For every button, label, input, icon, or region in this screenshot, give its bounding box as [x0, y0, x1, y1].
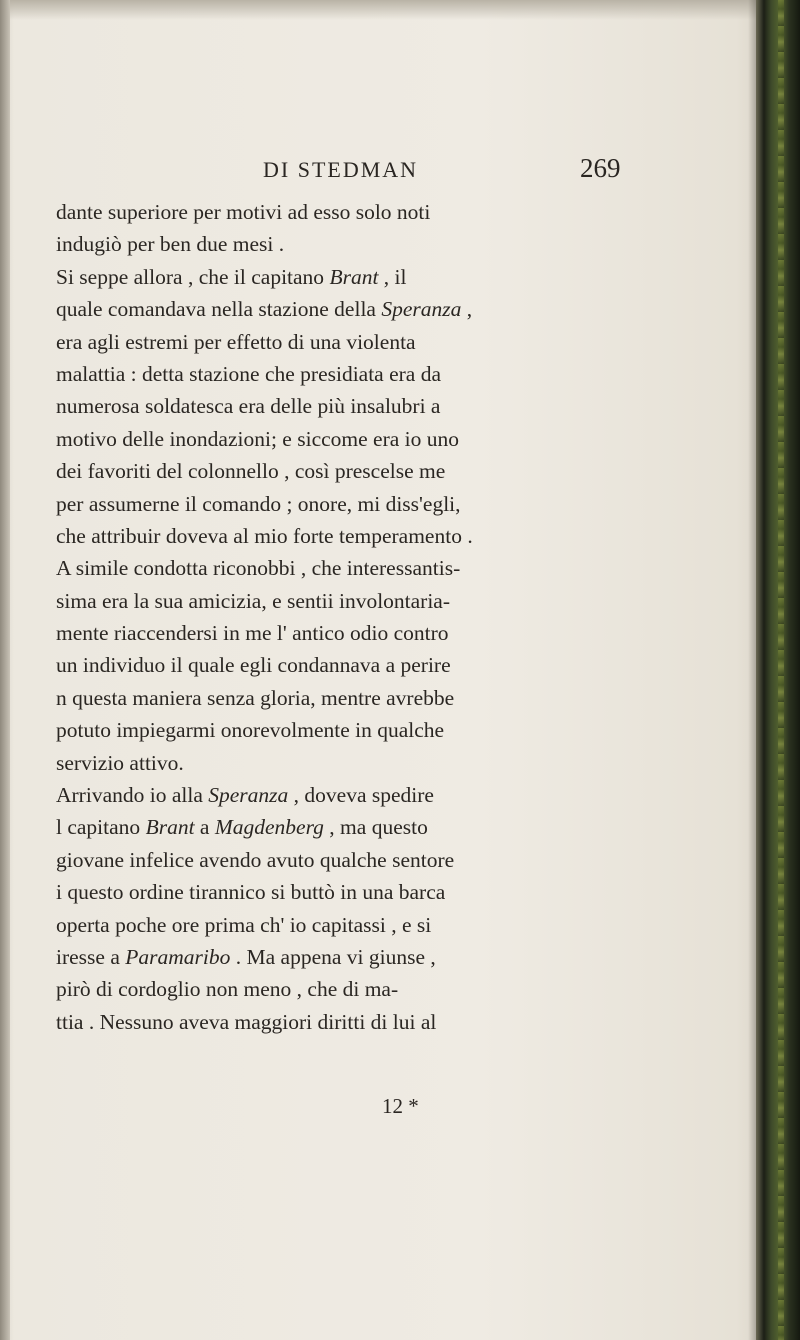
text-line [56, 293, 746, 325]
text-line [56, 941, 746, 973]
text-segment: ttia . Nessuno aveva maggiori diritti di lui al [56, 1009, 437, 1034]
text-segment: che attribuir doveva al mio forte temperamento . [56, 523, 473, 548]
page-top-shadow [0, 0, 800, 20]
text-line [56, 682, 746, 714]
text-line [56, 811, 746, 843]
text-line [56, 973, 746, 1005]
text-line [56, 585, 746, 617]
page-header [0, 153, 800, 193]
text-segment: un individuo il quale egli condannava a perire [56, 653, 451, 678]
text-segment: dei favoriti del colonnello , così prescelse me [56, 459, 446, 484]
text-segment: numerosa soldatesca era delle più insalubri a [56, 394, 441, 419]
text-segment: , doveva spedire [288, 783, 434, 808]
italic-name: Brant [329, 264, 379, 289]
text-line [56, 488, 746, 520]
text-line [56, 909, 746, 941]
text-line [56, 617, 746, 649]
text-segment: servizio attivo. [56, 750, 184, 775]
text-segment: a [194, 815, 215, 840]
text-line [56, 520, 746, 552]
text-line [56, 358, 746, 390]
italic-name: Brant [145, 815, 195, 840]
italic-name: Speranza [208, 783, 289, 808]
text-segment: iresse a [56, 944, 126, 969]
text-segment: sima era la sua amicizia, e sentii involontaria- [56, 588, 451, 613]
text-line [56, 390, 746, 422]
text-line [56, 844, 746, 876]
signature-mark: 12 * [382, 1094, 419, 1118]
body-text [56, 196, 746, 1038]
text-line [56, 1006, 746, 1038]
italic-name: Speranza [381, 297, 462, 322]
text-segment: potuto impiegarmi onorevolmente in qualche [56, 718, 445, 743]
italic-name: Magdenberg [214, 815, 324, 840]
page-left-edge [0, 0, 10, 1340]
text-line [56, 455, 746, 487]
text-segment: operta poche ore prima ch' io capitassi , e si [56, 912, 432, 937]
text-line [56, 779, 746, 811]
text-segment: pirò di cordoglio non meno , che di ma- [56, 977, 399, 1002]
text-segment: per assumerne il comando ; onore, mi diss'egli, [56, 491, 461, 516]
text-segment: giovane infelice avendo avuto qualche sentore [56, 847, 455, 872]
text-line [56, 196, 746, 228]
text-segment: Si seppe allora , che il capitano [56, 264, 330, 289]
text-segment: era agli estremi per effetto di una violenta [56, 329, 416, 354]
text-segment: , ma questo [323, 815, 428, 840]
text-segment: , [461, 297, 473, 322]
text-segment: i questo ordine tirannico si buttò in una barca [56, 880, 446, 905]
text-line [56, 552, 746, 584]
text-line [56, 747, 746, 779]
text-segment: dante superiore per motivi ad esso solo noti [56, 200, 431, 224]
text-segment: A simile condotta riconobbi , che interessantis- [56, 556, 461, 581]
italic-name: Paramaribo [125, 944, 231, 969]
text-segment: l capitano [56, 815, 146, 840]
text-segment: malattia : detta stazione che presidiata era da [56, 361, 442, 386]
text-line [56, 326, 746, 358]
text-segment: mente riaccendersi in me l' antico odio contro [56, 621, 449, 646]
text-line [56, 261, 746, 293]
text-line [56, 714, 746, 746]
binding-texture [778, 0, 784, 1340]
text-line [56, 423, 746, 455]
running-title: DI STEDMAN [263, 157, 419, 182]
text-segment: n questa maniera senza gloria, mentre avrebbe [56, 685, 455, 710]
text-segment: Arrivando io alla [56, 783, 209, 808]
text-segment: motivo delle inondazioni; e siccome era io uno [56, 426, 460, 451]
text-line [56, 876, 746, 908]
text-segment: indugiò per ben due mesi . [56, 232, 285, 257]
text-segment: . Ma appena vi giunse , [230, 944, 436, 969]
page-number: 269 [580, 153, 621, 183]
text-line [56, 649, 746, 681]
text-line [56, 228, 746, 260]
text-segment: , il [378, 264, 407, 289]
text-segment: quale comandava nella stazione della [56, 297, 382, 322]
